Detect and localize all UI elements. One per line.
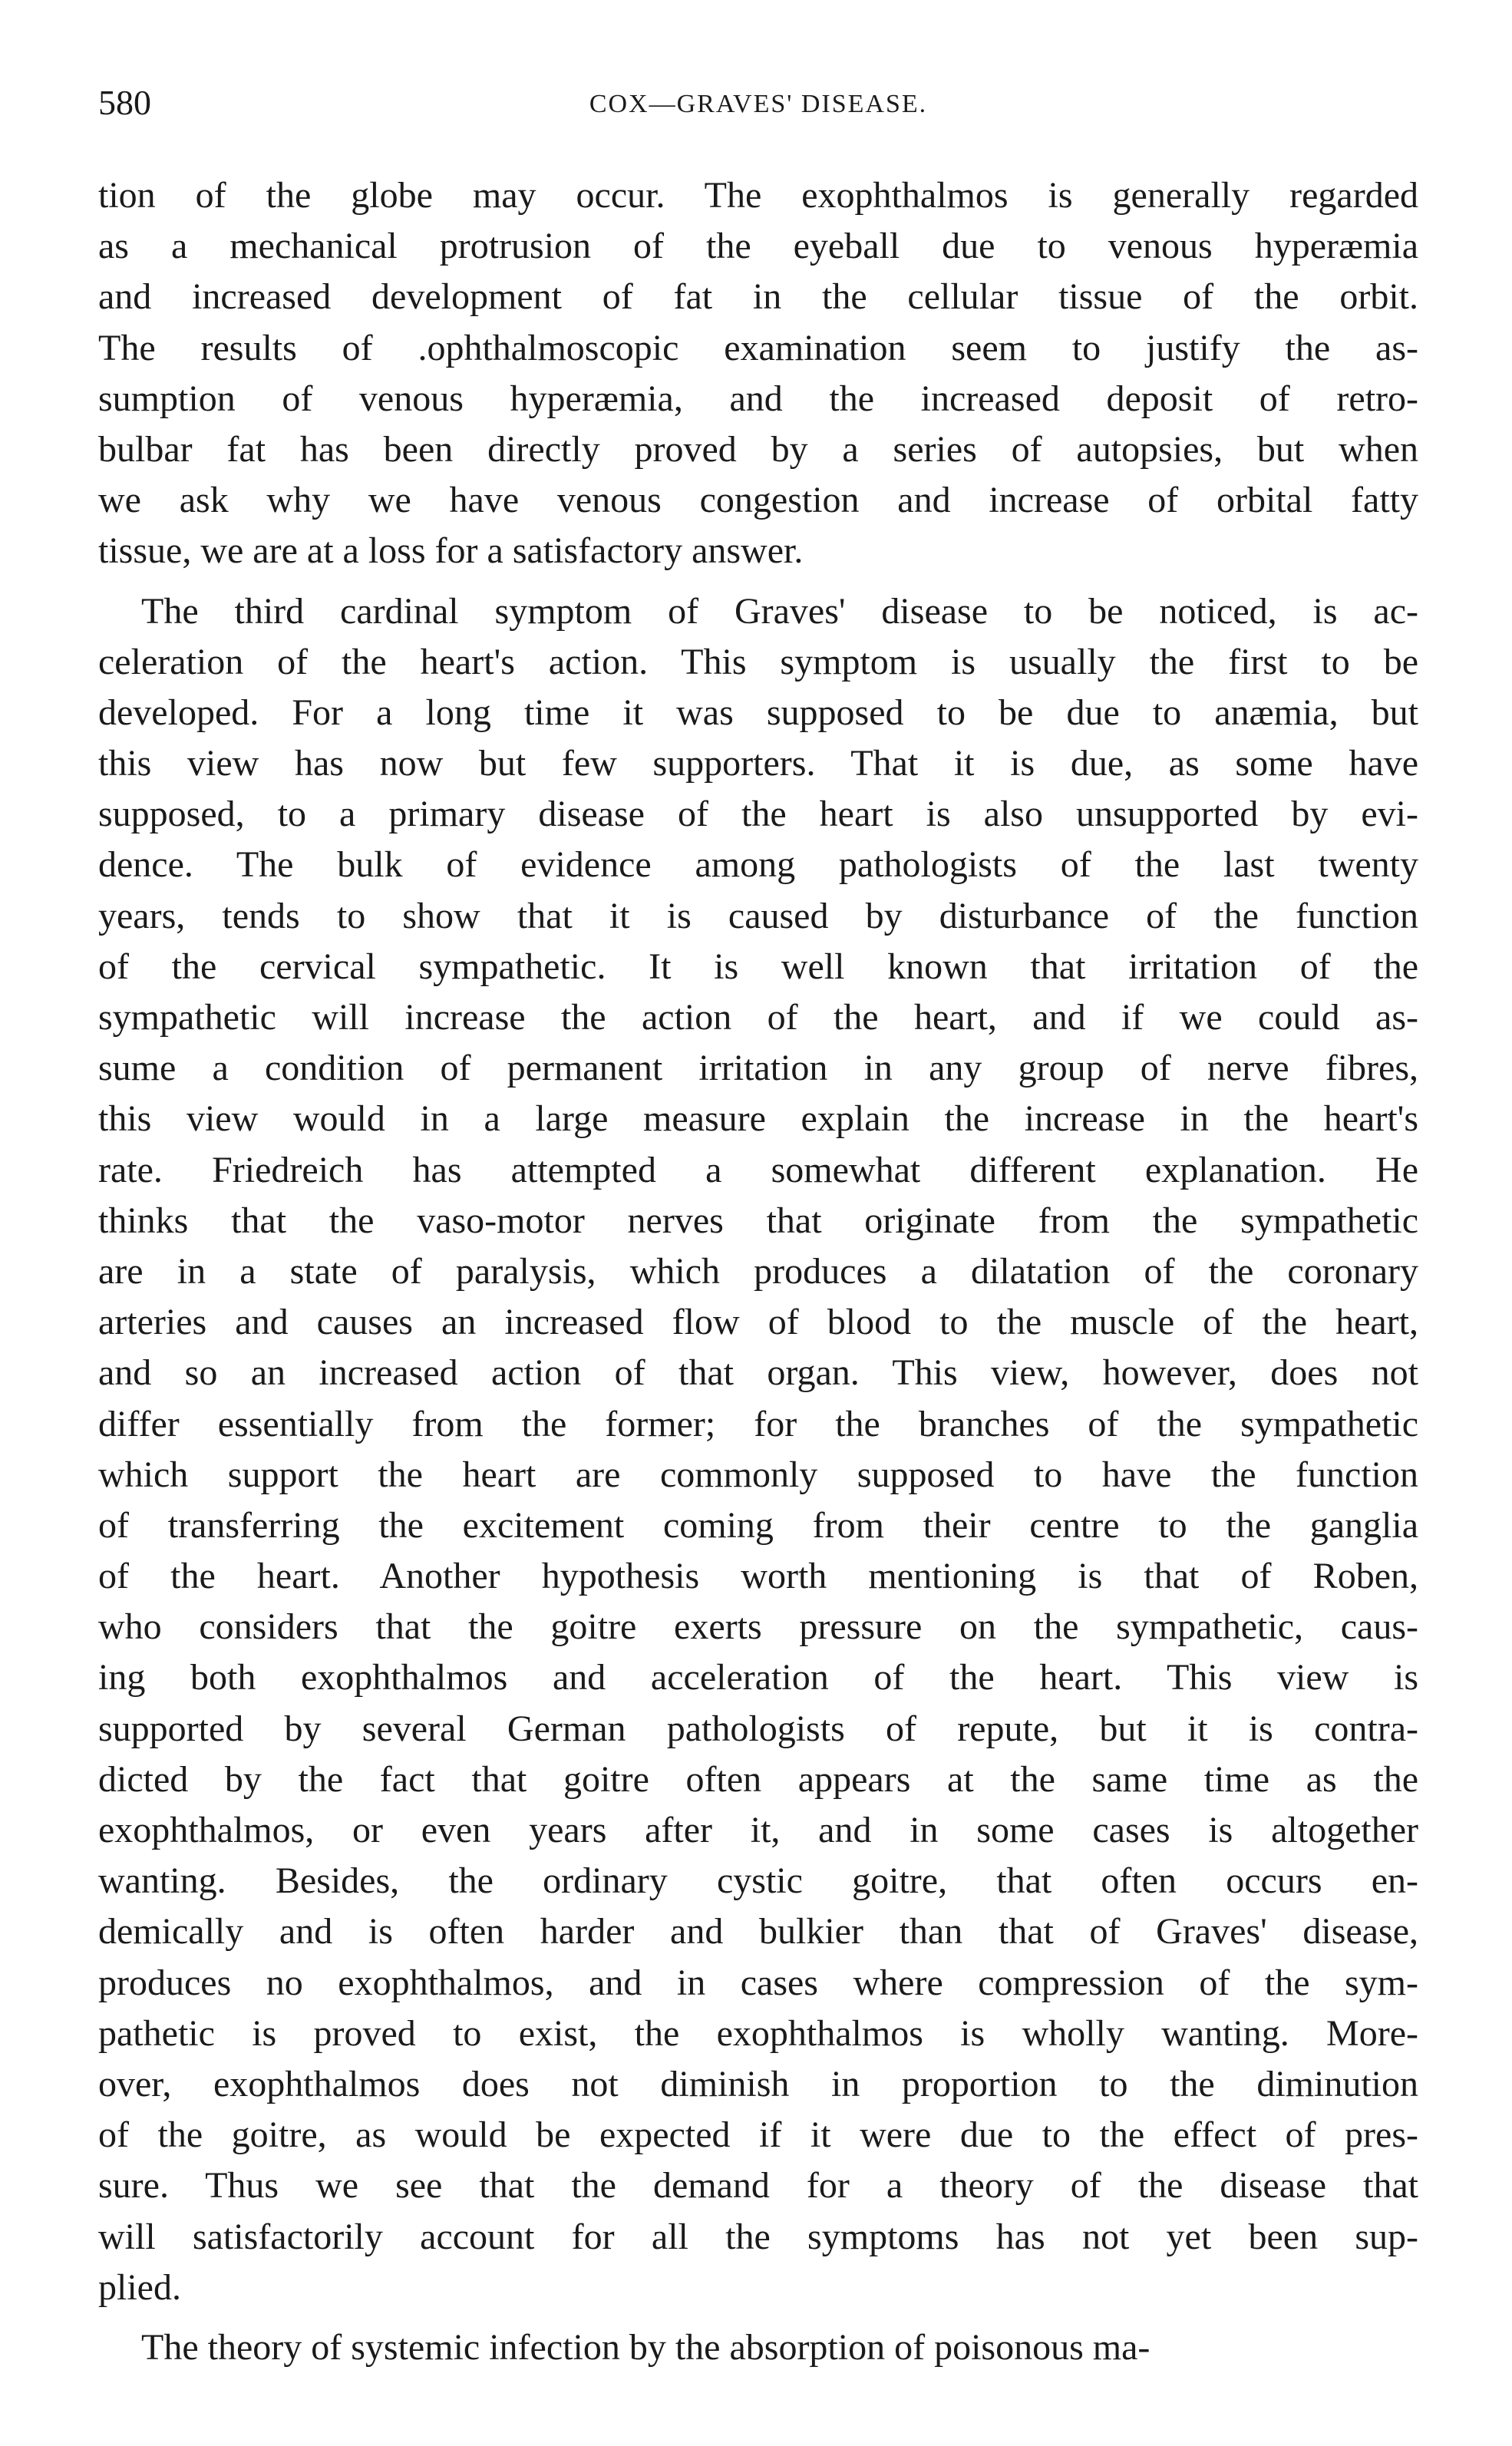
running-title: COX—GRAVES' DISEASE. (589, 90, 928, 118)
text-line: and increased development of fat in the cellular tissue of the orbit. (98, 276, 1418, 318)
paragraph (98, 586, 1418, 2313)
text-line: will satisfactorily account for all the symptoms has not yet been sup- (98, 2216, 1418, 2257)
text-line: ing both exophthalmos and acceleration of the heart. This view is (98, 1657, 1418, 1698)
text-line: years, tends to show that it is caused by disturbance of the function (98, 895, 1418, 936)
text-line: who considers that the goitre exerts pressure on the sympathetic, caus- (98, 1606, 1418, 1648)
text-line: The third cardinal symptom of Graves' disease to be noticed, is ac- (141, 590, 1418, 632)
text-line: The results of .ophthalmoscopic examination seem to justify the as- (98, 327, 1418, 368)
text-line: sume a condition of permanent irritation in any group of nerve fibres, (98, 1048, 1418, 1089)
text-line: sumption of venous hyperæmia, and the increased deposit of retro- (98, 378, 1418, 419)
text-line: celeration of the heart's action. This symptom is usually the first to be (98, 641, 1418, 682)
body-text (98, 170, 1418, 2373)
paragraph (98, 2322, 1418, 2373)
running-head (98, 80, 1418, 126)
text-line: are in a state of paralysis, which produces a dilatation of the coronary (98, 1250, 1418, 1292)
text-line: bulbar fat has been directly proved by a series of autopsies, but when (98, 428, 1418, 470)
text-line: thinks that the vaso-motor nerves that originate from the sympathetic (98, 1200, 1418, 1241)
text-line: developed. For a long time it was supposed to be due to anæmia, but (98, 692, 1418, 733)
text-line: sure. Thus we see that the demand for a theory of the disease that (98, 2165, 1418, 2207)
page-number: 580 (98, 83, 151, 122)
paragraph-gap (98, 2313, 1418, 2322)
text-line: supported by several German pathologists of repute, but it is contra- (98, 1708, 1418, 1749)
text-line: tion of the globe may occur. The exophthalmos is generally regarded (98, 175, 1418, 216)
text-line: which support the heart are commonly supposed to have the function (98, 1454, 1418, 1495)
text-line: exophthalmos, or even years after it, and in some cases is altogether (98, 1810, 1418, 1850)
text-line: of the goitre, as would be expected if it were due to the effect of pres- (98, 2114, 1418, 2156)
text-line: rate. Friedreich has attempted a somewhat different explanation. He (98, 1149, 1418, 1190)
text-line: and so an increased action of that organ. This view, however, does not (98, 1352, 1418, 1394)
text-line: we ask why we have venous congestion and increase of orbital fatty (98, 480, 1418, 521)
text-line: of the cervical sympathetic. It is well known that irritation of the (98, 946, 1418, 987)
text-line: as a mechanical protrusion of the eyeball due to venous hyperæmia (98, 226, 1418, 267)
text-line: produces no exophthalmos, and in cases where compression of the sym- (98, 1962, 1418, 2003)
text-line: of the heart. Another hypothesis worth mentioning is that of Roben, (98, 1556, 1418, 1597)
text-line: wanting. Besides, the ordinary cystic goitre, that often occurs en- (98, 1860, 1418, 1902)
text-line: dicted by the fact that goitre often appears at the same time as the (98, 1758, 1418, 1800)
text-line: pathetic is proved to exist, the exophthalmos is wholly wanting. More- (98, 2012, 1418, 2054)
text-line: dence. The bulk of evidence among pathologists of the last twenty (98, 844, 1418, 886)
paragraph (98, 170, 1418, 577)
text-line: demically and is often harder and bulkier than that of Graves' disease, (98, 1911, 1418, 1953)
text-line: over, exophthalmos does not diminish in proportion to the diminution (98, 2063, 1418, 2104)
text-line: tissue, we are at a loss for a satisfactory answer. (98, 530, 804, 572)
text-line: this view has now but few supporters. That it is due, as some have (98, 743, 1418, 784)
text-line: supposed, to a primary disease of the heart is also unsupported by evi- (98, 794, 1418, 835)
paragraph-gap (98, 577, 1418, 586)
text-line: this view would in a large measure explain the increase in the heart's (98, 1098, 1418, 1140)
text-line: The theory of systemic infection by the absorption of poisonous ma- (141, 2326, 1151, 2368)
text-line: of transferring the excitement coming from their centre to the ganglia (98, 1504, 1418, 1546)
text-line: plied. (98, 2266, 181, 2308)
text-line: arteries and causes an increased flow of blood to the muscle of the heart, (98, 1302, 1418, 1343)
text-line: differ essentially from the former; for the branches of the sympathetic (98, 1403, 1418, 1444)
text-line: sympathetic will increase the action of the heart, and if we could as- (98, 997, 1418, 1038)
